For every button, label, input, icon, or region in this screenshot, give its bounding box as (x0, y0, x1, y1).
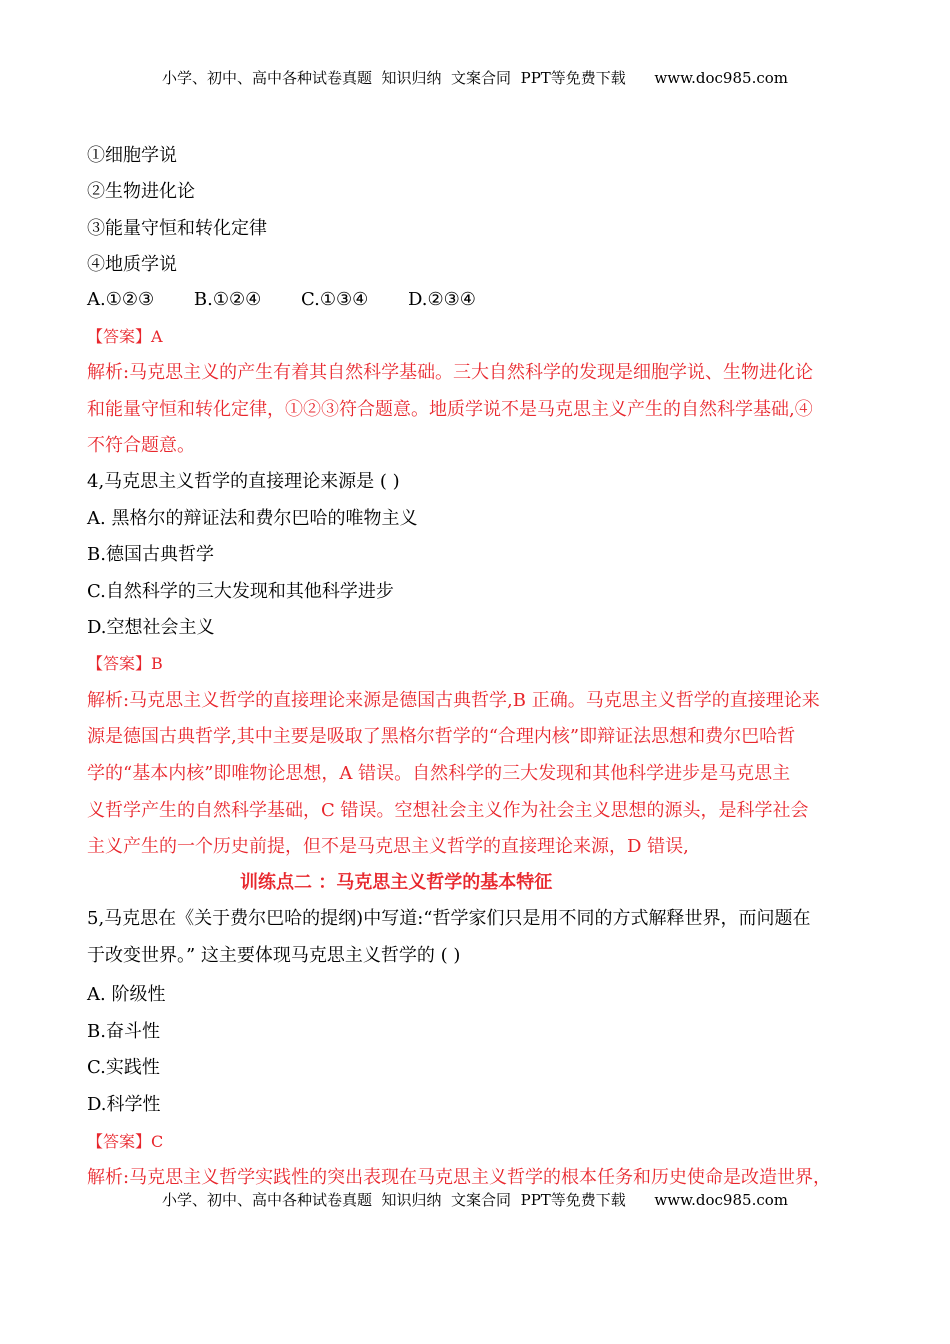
q3-item-2: ②生物进化论 (87, 181, 195, 202)
q4-analysis-line-5: 主义产生的一个历史前提，但不是马克思主义哲学的直接理论来源，D 错误, (87, 836, 689, 857)
q4-option-b: B.德国古典哲学 (87, 544, 214, 565)
q4-analysis-line-3: 学的“基本内核”即唯物论思想，A 错误。自然科学的三大发现和其他科学进步是马克思主 (87, 763, 791, 784)
q4-answer: 【答案】B (87, 654, 163, 673)
q4-option-c: C.自然科学的三大发现和其他科学进步 (87, 581, 394, 602)
q3-analysis-line-3: 不符合题意。 (87, 435, 195, 456)
q4-analysis-line-4: 义哲学产生的自然科学基础，C 错误。空想社会主义作为社会主义思想的源头，是科学社会 (87, 800, 809, 821)
q4-analysis-line-2: 源是德国古典哲学,其中主要是吸取了黑格尔哲学的“合理内核”即辩证法思想和费尔巴哈哲 (87, 726, 796, 747)
q4-option-d: D.空想社会主义 (87, 617, 215, 638)
q3-item-1: ①细胞学说 (87, 145, 177, 166)
q5-option-d: D.科学性 (87, 1094, 161, 1115)
q4-option-a: A. 黑格尔的辩证法和费尔巴哈的唯物主义 (87, 508, 418, 529)
q3-option-c: C.①③④ (300, 289, 369, 310)
q5-option-a: A. 阶级性 (87, 984, 166, 1005)
q5-answer: 【答案】C (87, 1132, 164, 1151)
q5-question-line-1: 5,马克思在《关于费尔巴哈的提纲)中写道:“哲学家们只是用不同的方式解释世界，而问题在 (87, 908, 811, 929)
q3-answer: 【答案】A (87, 327, 163, 346)
q5-analysis-line-1: 解析:马克思主义哲学实践性的突出表现在马克思主义哲学的根本任务和历史使命是改造世界， (87, 1167, 832, 1188)
q3-analysis-line-1: 解析:马克思主义的产生有着其自然科学基础。三大自然科学的发现是细胞学说、生物进化论 (87, 362, 814, 383)
q3-item-4: ④地质学说 (87, 254, 177, 275)
q5-option-b: B.奋斗性 (87, 1021, 160, 1042)
q3-option-d: D.②③④ (407, 289, 476, 310)
q5-option-c: C.实践性 (87, 1057, 160, 1078)
q3-item-3: ③能量守恒和转化定律 (87, 218, 267, 239)
q5-question-line-2: 于改变世界。” 这主要体现马克思主义哲学的 ( ) (87, 945, 461, 966)
q3-analysis-line-2: 和能量守恒和转化定律，①②③符合题意。地质学说不是马克思主义产生的自然科学基础,④ (87, 399, 813, 420)
section-title: 训练点二 ：马克思主义哲学的基本特征 (240, 872, 553, 893)
q3-options (87, 287, 510, 313)
q3-option-a: A.①②③ (87, 289, 155, 310)
q4-question: 4,马克思主义哲学的直接理论来源是 ( ) (87, 471, 400, 492)
page-header: 小学、初中、高中各种试卷真题 知识归纳 文案合同 PPT等免费下载 www.doc985.com (161, 69, 788, 87)
q3-option-b: B.①②④ (193, 289, 262, 310)
q4-analysis-line-1: 解析:马克思主义哲学的直接理论来源是德国古典哲学,B 正确。马克思主义哲学的直接理论来 (87, 690, 820, 711)
page-footer: 小学、初中、高中各种试卷真题 知识归纳 文案合同 PPT等免费下载 www.doc985.com (161, 1191, 788, 1209)
